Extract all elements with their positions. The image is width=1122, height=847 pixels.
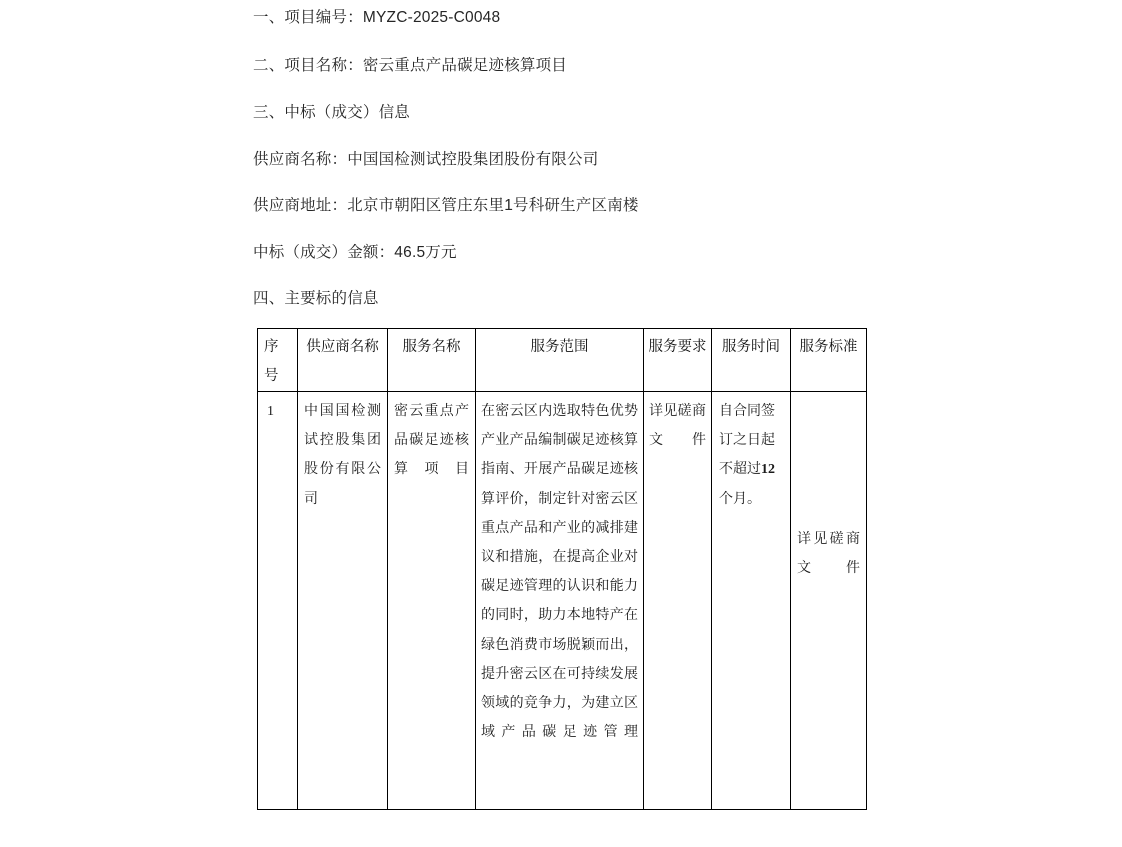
service-time-prefix: 自合同签订之日起不超过 [719,404,775,478]
table-header-row [258,329,867,392]
cell-supplier-name [298,392,388,810]
paragraph-project-name: 二、项目名称：密云重点产品碳足迹核算项目 [253,57,568,74]
table-header-service-time-label: 服务时间 [722,339,780,355]
paragraph-supplier-name: 供应商名称：中国国检测试控股集团股份有限公司 [253,151,599,168]
cell-service-standard-value: 详见磋商文件 [797,532,860,577]
table-header-supplier-name [298,329,388,392]
table-header-service-scope [476,329,644,392]
cell-supplier-name-value: 中国国检测试控股集团股份有限公司 [304,404,381,507]
table-header-service-standard [791,329,867,392]
cell-service-time [712,392,791,810]
table-header-service-name-label: 服务名称 [402,339,461,355]
service-time-number: 12 [761,462,775,478]
paragraph-main-subject: 四、主要标的信息 [253,290,379,307]
cell-index [258,392,298,810]
cell-service-scope [476,392,644,810]
table-header-supplier-name-label: 供应商名称 [306,339,379,355]
cell-service-requirement-value: 详见磋商文件 [649,404,706,449]
cell-service-name-value: 密云重点产品碳足迹核算项目 [394,404,469,478]
service-time-suffix: 个月。 [719,491,761,507]
cell-service-name [388,392,476,810]
main-subject-table [257,328,867,810]
paragraph-project-number: 一、项目编号：MYZC-2025-C0048 [253,9,501,26]
table-header-service-time [712,329,791,392]
paragraph-award-amount: 中标（成交）金额：46.5万元 [253,244,457,261]
table-header-service-requirement [644,329,712,392]
table-row [258,392,867,810]
cell-index-value: 1 [267,404,274,419]
table-header-service-scope-label: 服务范围 [530,339,589,355]
cell-service-time-value [712,392,790,514]
cell-service-requirement [644,392,712,810]
cell-service-scope-value: 在密云区内选取特色优势产业产品编制碳足迹核算指南、开展产品碳足迹核算评价，制定针对密云区重点产品和产业的减排建议和措施，在提高企业对碳足迹管理的认识和能力的同时，助力本地特产在绿色消费市场脱颖而出，提升密云区在可持续发展领域的竞争力，为建立区域产品碳足迹管理 [481,404,638,741]
table-header-service-name [388,329,476,392]
table-header-index [258,329,298,392]
table-header-service-requirement-label: 服务要求 [648,339,707,355]
table-header-index-label: 序号 [264,339,279,384]
paragraph-supplier-address: 供应商地址：北京市朝阳区管庄东里1号科研生产区南楼 [253,197,639,214]
cell-service-standard [791,392,867,810]
paragraph-award-info: 三、中标（成交）信息 [253,104,411,121]
table-header-service-standard-label: 服务标准 [799,339,858,355]
